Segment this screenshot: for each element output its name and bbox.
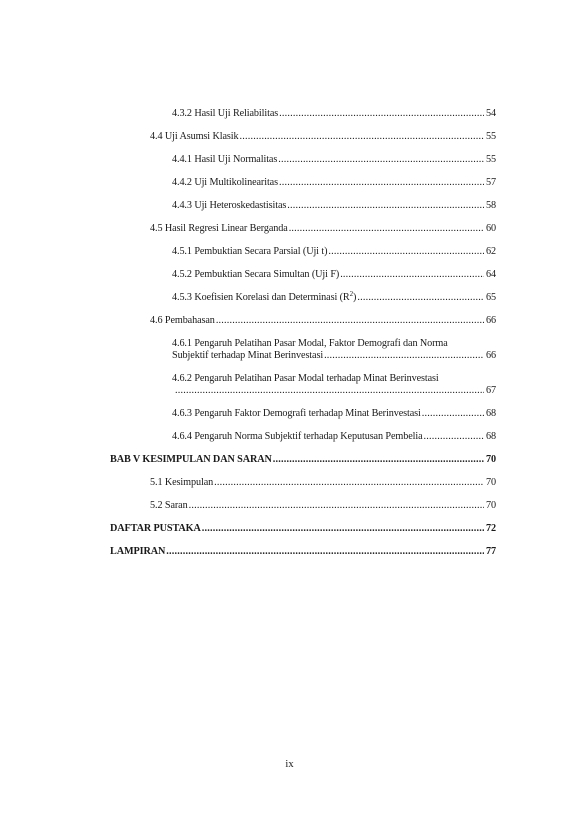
toc-entry-daftar-pustaka[interactable] bbox=[110, 523, 496, 535]
toc-page-number: 72 bbox=[486, 523, 496, 534]
toc-leader-dots bbox=[279, 108, 484, 120]
toc-entry-4-5[interactable] bbox=[110, 223, 496, 235]
toc-entry-title: 4.5 Hasil Regresi Linear Berganda bbox=[150, 223, 288, 234]
toc-entry-title: 4.4.1 Hasil Uji Normalitas bbox=[172, 154, 278, 165]
toc-leader-dots bbox=[239, 131, 484, 143]
toc-entry-title: LAMPIRAN bbox=[110, 546, 166, 557]
toc-entry-4-4-2[interactable] bbox=[110, 177, 496, 189]
toc-entry-title-line1: 4.6.1 Pengaruh Pelatihan Pasar Modal, Faktor Demografi dan Norma bbox=[172, 338, 448, 349]
toc-entry-title: 4.5.3 Koefisien Korelasi dan Determinasi $(R^2)$ bbox=[172, 290, 357, 303]
toc-leader-dots bbox=[278, 154, 484, 166]
table-of-contents bbox=[110, 108, 496, 558]
toc-entry-4-4-1[interactable] bbox=[110, 154, 496, 166]
toc-entry-title: 4.4.2 Uji Multikolinearitas bbox=[172, 177, 278, 188]
toc-page-number: 54 bbox=[486, 108, 496, 119]
toc-leader-dots bbox=[189, 500, 484, 512]
toc-page-number: 58 bbox=[486, 200, 496, 211]
toc-page-number: 65 bbox=[486, 292, 496, 303]
toc-leader-dots bbox=[279, 177, 484, 189]
toc-page-number: 67 bbox=[486, 385, 496, 396]
toc-entry-4-6-1[interactable] bbox=[110, 338, 496, 362]
toc-leader-dots bbox=[166, 546, 484, 558]
toc-entry-4-6-2[interactable] bbox=[110, 373, 496, 397]
toc-page-number: 62 bbox=[486, 246, 496, 257]
toc-entry-title: 4.5.2 Pembuktian Secara Simultan (Uji F) bbox=[172, 269, 340, 280]
toc-entry-title-line1: 4.6.2 Pengaruh Pelatihan Pasar Modal terhadap Minat Berinvestasi bbox=[172, 373, 439, 384]
toc-entry-lampiran[interactable] bbox=[110, 546, 496, 558]
toc-entry-4-5-1[interactable] bbox=[110, 246, 496, 258]
toc-page-number: 66 bbox=[486, 315, 496, 326]
toc-page-number: 70 bbox=[486, 477, 496, 488]
toc-page-number: 68 bbox=[486, 431, 496, 442]
toc-entry-title: 4.4 Uji Asumsi Klasik bbox=[150, 131, 239, 142]
toc-page-number: 64 bbox=[486, 269, 496, 280]
toc-entry-4-5-3[interactable] bbox=[110, 292, 496, 304]
toc-entry-5-2[interactable] bbox=[110, 500, 496, 512]
toc-entry-title: 4.3.2 Hasil Uji Reliabilitas bbox=[172, 108, 279, 119]
toc-entry-title: 4.4.3 Uji Heteroskedastisitas bbox=[172, 200, 287, 211]
toc-leader-dots bbox=[340, 269, 484, 281]
toc-entry-title: 4.5.1 Pembuktian Secara Parsial (Uji t) bbox=[172, 246, 328, 257]
toc-entry-title: 4.6 Pembahasan bbox=[150, 315, 215, 326]
toc-page-number: 66 bbox=[486, 350, 496, 361]
toc-page-number: 55 bbox=[486, 154, 496, 165]
toc-leader-dots bbox=[287, 200, 484, 212]
toc-entry-4-3-2[interactable] bbox=[110, 108, 496, 120]
toc-page-number: 70 bbox=[486, 500, 496, 511]
toc-entry-4-4[interactable] bbox=[110, 131, 496, 143]
toc-page-number: 55 bbox=[486, 131, 496, 142]
toc-leader-dots bbox=[289, 223, 484, 235]
toc-entry-title: 5.1 Kesimpulan bbox=[150, 477, 214, 488]
toc-leader-dots bbox=[357, 292, 484, 304]
toc-leader-dots bbox=[216, 315, 484, 327]
toc-page-number: 57 bbox=[486, 177, 496, 188]
superscript-two: 2 bbox=[349, 290, 354, 298]
toc-leader-dots bbox=[424, 431, 484, 443]
toc-leader-dots bbox=[422, 408, 484, 420]
toc-entry-title: 4.6.4 Pengaruh Norma Subjektif terhadap Keputusan Pembelia bbox=[172, 431, 423, 442]
toc-leader-dots bbox=[175, 385, 484, 397]
toc-entry-4-6[interactable] bbox=[110, 315, 496, 327]
toc-entry-title: BAB V KESIMPULAN DAN SARAN bbox=[110, 454, 272, 465]
toc-leader-dots bbox=[328, 246, 484, 258]
toc-entry-4-5-2[interactable] bbox=[110, 269, 496, 281]
toc-leader-dots bbox=[324, 350, 484, 362]
page-number-footer: ix bbox=[285, 759, 294, 770]
toc-leader-dots bbox=[202, 523, 484, 535]
toc-entry-title-line2: Subjektif terhadap Minat Berinvestasi bbox=[172, 350, 324, 361]
toc-entry-bab-v[interactable] bbox=[110, 454, 496, 466]
toc-entry-4-6-4[interactable] bbox=[110, 431, 496, 443]
toc-entry-4-6-3[interactable] bbox=[110, 408, 496, 420]
toc-page-number: 70 bbox=[486, 454, 496, 465]
toc-entry-title: 5.2 Saran bbox=[150, 500, 188, 511]
toc-entry-4-4-3[interactable] bbox=[110, 200, 496, 212]
toc-entry-title: DAFTAR PUSTAKA bbox=[110, 523, 201, 534]
toc-entry-5-1[interactable] bbox=[110, 477, 496, 489]
toc-leader-dots bbox=[214, 477, 484, 489]
toc-page-number: 77 bbox=[486, 546, 496, 557]
toc-page-number: 60 bbox=[486, 223, 496, 234]
toc-page-number: 68 bbox=[486, 408, 496, 419]
toc-leader-dots bbox=[273, 454, 484, 466]
toc-entry-title: 4.6.3 Pengaruh Faktor Demografi terhadap Minat Berinvestasi bbox=[172, 408, 421, 419]
